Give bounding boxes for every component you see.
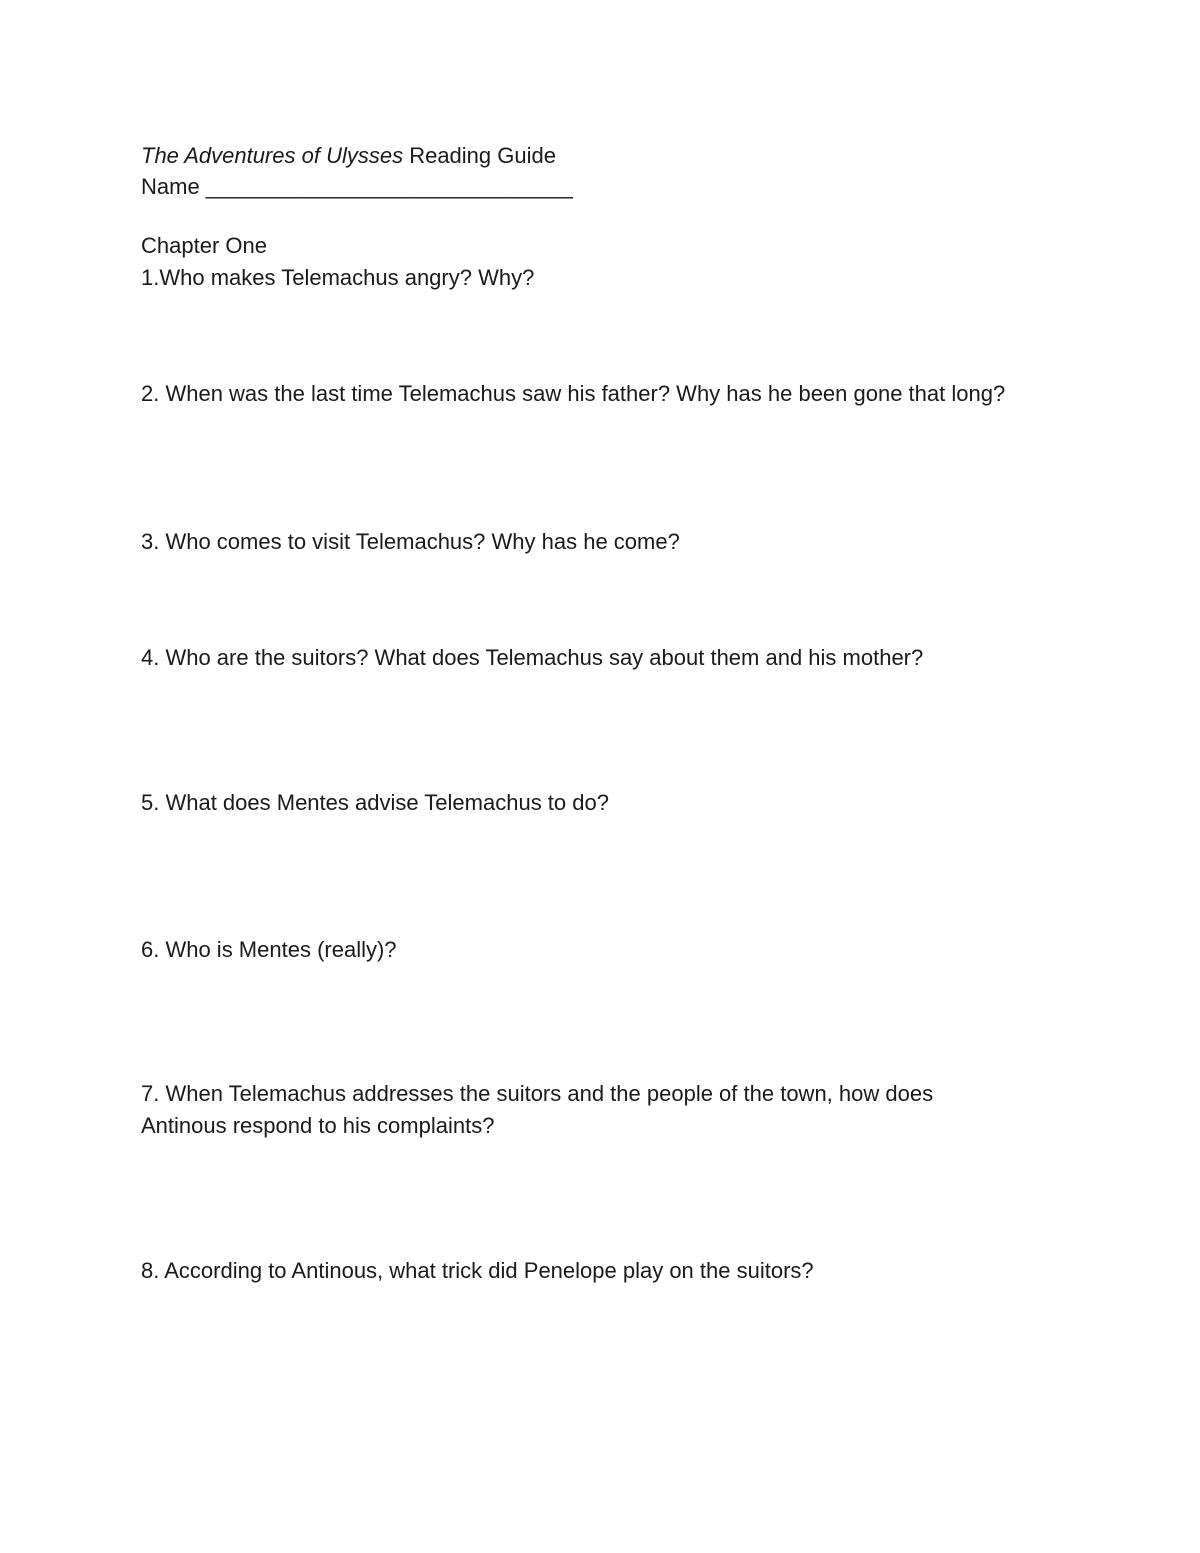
question-2: 2. When was the last time Telemachus saw his father? Why has he been gone that long? — [141, 381, 1006, 406]
question-8: 8. According to Antinous, what trick did Penelope play on the suitors? — [141, 1258, 814, 1283]
question-3: 3. Who comes to visit Telemachus? Why has he come? — [141, 529, 680, 554]
question-4: 4. Who are the suitors? What does Telemachus say about them and his mother? — [141, 645, 924, 670]
chapter-heading: Chapter One — [141, 233, 267, 258]
question-7: 7. When Telemachus addresses the suitors and the people of the town, how does Antinous respond to his complaints? — [141, 1081, 934, 1138]
name-field: Name ______________________________ — [141, 174, 573, 199]
page-title — [141, 140, 556, 172]
book-title: The Adventures of Ulysses — [141, 143, 404, 168]
title-suffix: Reading Guide — [403, 143, 556, 168]
question-5: 5. What does Mentes advise Telemachus to do? — [141, 790, 609, 815]
question-1: 1.Who makes Telemachus angry? Why? — [141, 265, 535, 290]
question-6: 6. Who is Mentes (really)? — [141, 937, 397, 962]
